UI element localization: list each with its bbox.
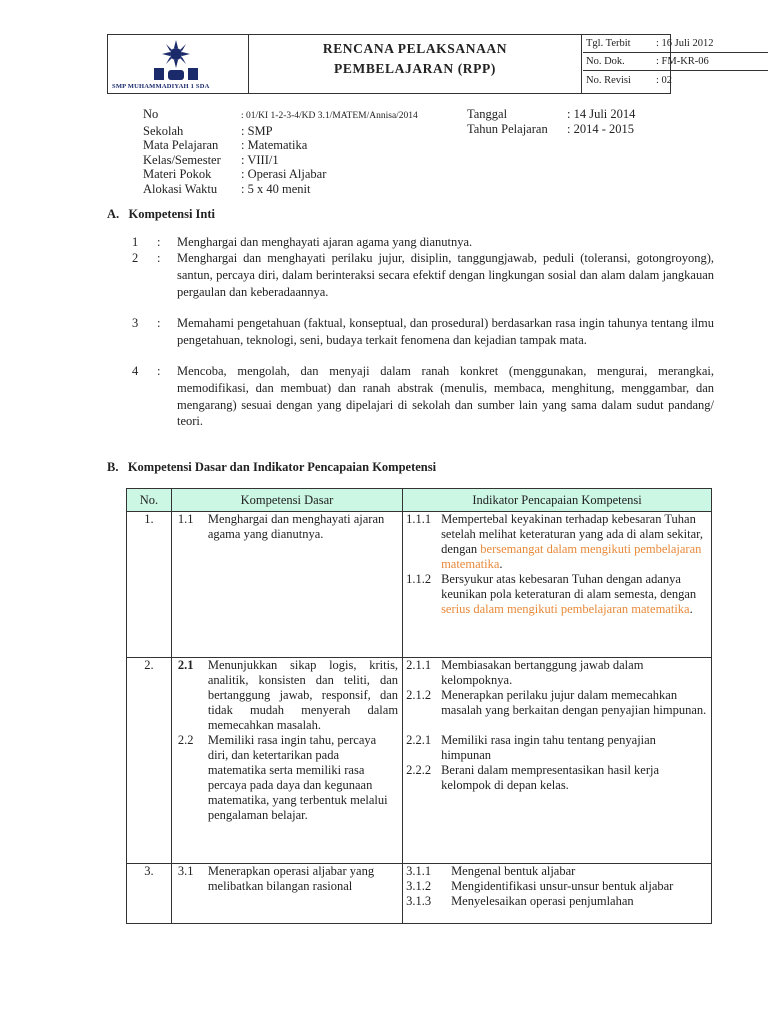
meta-label: No. Dok. — [586, 56, 625, 67]
indicator-cell — [403, 512, 712, 658]
indicator-item: 3.1.3 Menyelesaikan operasi penjumlahan — [406, 894, 634, 908]
table-row — [127, 658, 712, 864]
meta-label: Tgl. Terbit — [586, 38, 631, 49]
indicator-item: 2.2.1 Memiliki rasa ingin tahu tentang penyajian himpunan — [406, 733, 656, 762]
info-row-no: No : 01/KI 1-2-3-4/KD 3.1/MATEM/Annisa/2014 — [143, 107, 418, 121]
kompetensi-table — [126, 488, 712, 924]
section-a-heading: A. Kompetensi Inti — [107, 207, 215, 221]
section-b-heading: B. Kompetensi Dasar dan Indikator Pencapaian Kompetensi — [107, 460, 437, 474]
row-number: 2. — [127, 658, 172, 864]
meta-label: No. Revisi — [586, 74, 631, 86]
kd-item: 1.1 Menghargai dan menghayati ajaran agama yang dianutnya. — [177, 512, 385, 541]
indicator-item: 2.1.1 Membiasakan bertanggung jawab dalam kelompoknya. — [406, 658, 644, 687]
info-row-tanggal: Tanggal : 14 Juli 2014 — [467, 107, 636, 121]
info-row-alokasi: Alokasi Waktu : 5 x 40 menit — [143, 181, 311, 196]
document-meta — [583, 35, 714, 93]
info-row-tahun: Tahun Pelajaran : 2014 - 2015 — [467, 121, 635, 136]
title-line-1: RENCANA PELAKSANAAN — [322, 41, 508, 56]
kd-item: 2.2 Memiliki rasa ingin tahu, percaya diri, dan ketertarikan pada matematika serta memiliki rasa percaya pada daya dan kegunaan matematika, yang terbentuk melalui pengalaman belajar. — [177, 733, 388, 822]
row-number: 1. — [127, 512, 172, 658]
info-row-mapel: Mata Pelajaran : Matematika — [143, 138, 308, 152]
table-row — [127, 864, 712, 924]
indicator-item: 3.1.1 Mengenal bentuk aljabar — [406, 864, 576, 878]
meta-row — [583, 53, 768, 71]
meta-value: : 02 — [656, 74, 673, 86]
kd-item: 2.1 Menunjukkan sikap logis, kritis, analitik, konsisten dan teliti, dan bertanggung jawab, responsif, dan tidak mudah menyerah dalam memecahkan masalah. — [177, 658, 399, 732]
info-left — [143, 107, 463, 196]
info-row-materi: Materi Pokok : Operasi Aljabar — [143, 167, 327, 181]
kd-cell — [171, 864, 402, 924]
kd-cell — [171, 658, 402, 864]
table-header-row — [127, 489, 712, 512]
indicator-cell — [403, 864, 712, 924]
indicator-item: 2.2.2 Berani dalam mempresentasikan hasil kerja kelompok di depan kelas. — [406, 763, 660, 792]
kd-cell — [171, 512, 402, 658]
indicator-cell — [403, 658, 712, 864]
table-row — [127, 512, 712, 658]
document-header — [107, 34, 714, 94]
column-header: Indikator Pencapaian Kompetensi — [403, 489, 712, 512]
indicator-item: 1.1.1 Mempertebal keyakinan terhadap kebesaran Tuhan setelah melihat keteraturan yang ada di alam sekitar, dengan bersemangat dalam mengikuti pembelajaran matematika. — [406, 512, 703, 571]
indicator-item: 2.1.2 Menerapkan perilaku jujur dalam memecahkan masalah yang berkaitan dengan penyajian himpunan. — [406, 688, 707, 717]
kd-item: 3.1 Menerapkan operasi aljabar yang melibatkan bilangan rasional — [177, 864, 375, 893]
info-row-kelas: Kelas/Semester : VIII/1 — [143, 152, 279, 167]
info-right — [467, 107, 707, 136]
meta-value: : 16 Juli 2012 — [656, 38, 714, 49]
indicator-item: 3.1.2 Mengidentifikasi unsur-unsur bentuk aljabar — [406, 879, 674, 893]
meta-row — [583, 35, 768, 53]
document-title — [249, 35, 582, 93]
muhammadiyah-logo-icon — [146, 38, 206, 84]
info-row-sekolah: Sekolah : SMP — [143, 123, 273, 138]
meta-row — [583, 71, 768, 89]
indicator-item: 1.1.2 Bersyukur atas kebesaran Tuhan dengan adanya keunikan pola keteraturan di alam semesta, dengan serius dalam mengikuti pembelajaran matematika. — [406, 572, 697, 616]
title-line-2: PEMBELAJARAN (RPP) — [334, 61, 496, 76]
school-name-label: SMP MUHAMMADIYAH 1 SDA — [112, 83, 210, 90]
highlighted-text: bersemangat dalam mengikuti pembelajaran matematika — [441, 542, 702, 571]
meta-value: : FM-KR-06 — [656, 56, 709, 67]
column-header: Kompetensi Dasar — [171, 489, 402, 512]
highlighted-text: serius dalam mengikuti pembelajaran matematika — [441, 602, 690, 616]
row-number: 3. — [127, 864, 172, 924]
school-logo — [108, 35, 249, 93]
column-header: No. — [127, 489, 172, 512]
